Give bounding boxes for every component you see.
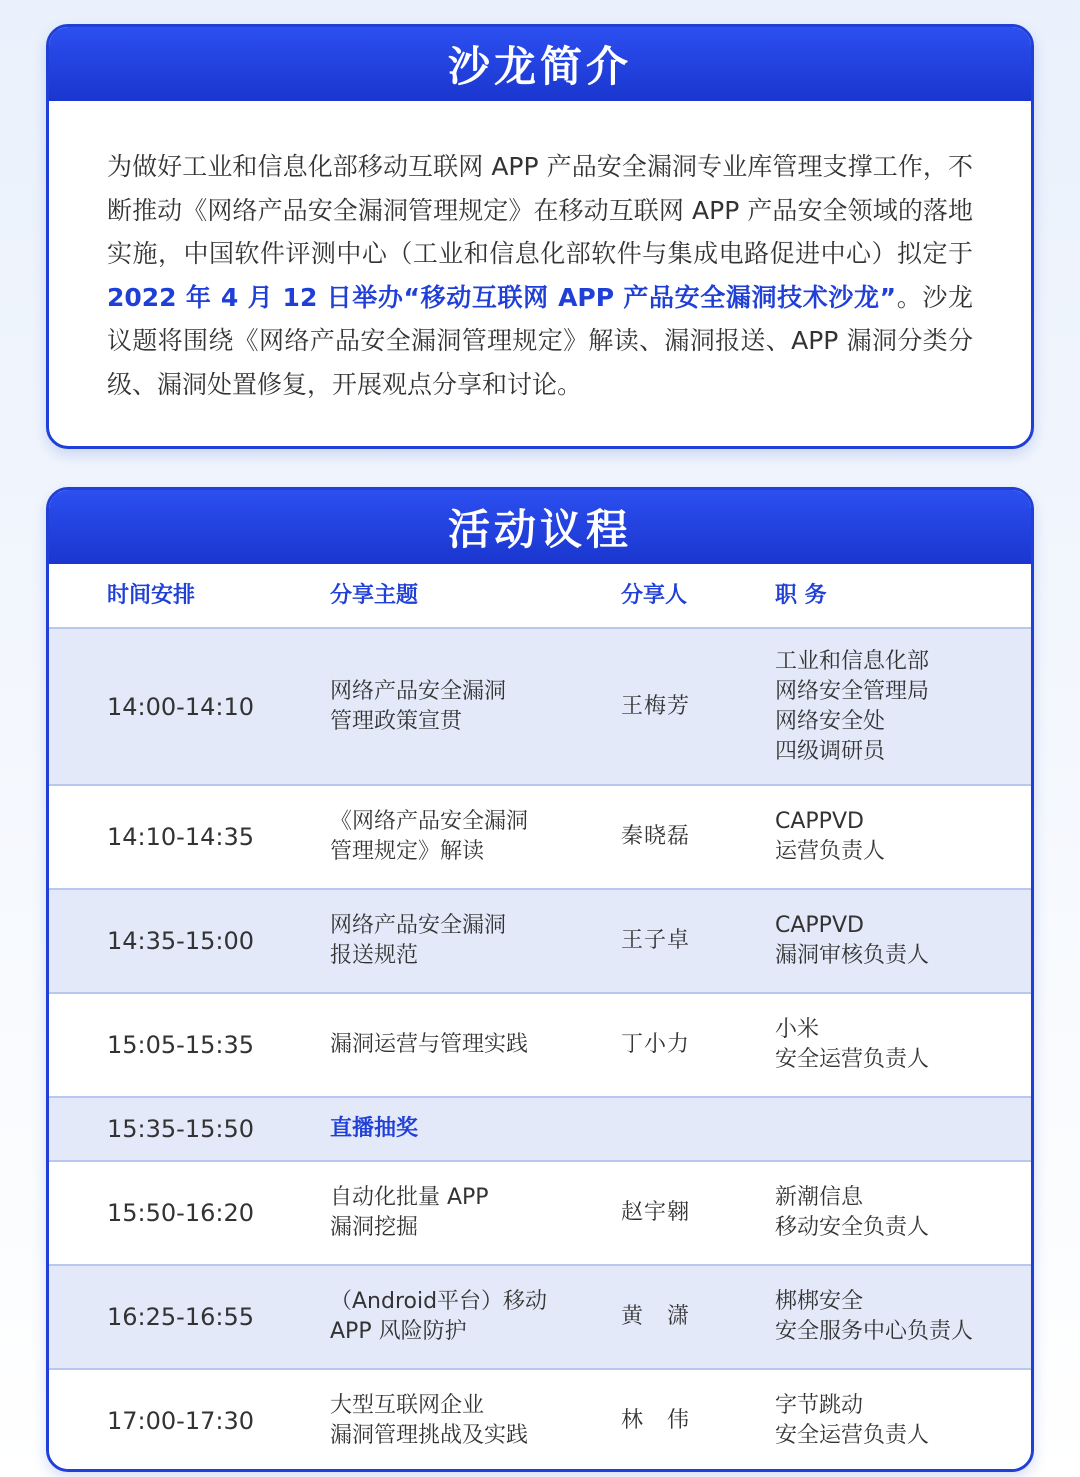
- row-speaker: 林 伟: [621, 1408, 691, 1433]
- header-time: 时间安排: [107, 583, 196, 608]
- row-role: 小米 安全运营负责人: [775, 1017, 930, 1072]
- row-topic: 直播抽奖: [330, 1116, 419, 1141]
- table-row: [49, 1266, 1031, 1370]
- row-time: 15:50-16:20: [107, 1199, 254, 1227]
- header-topic: 分享主题: [330, 583, 419, 608]
- row-time: 15:05-15:35: [107, 1031, 254, 1059]
- intro-text-before: 为做好工业和信息化部移动互联网 APP 产品安全漏洞专业库管理支撑工作，不断推动《网络产品安全漏洞管理规定》在移动互联网 APP 产品安全领域的落地实施，中国软件评测中心（工业和信息化部软件与集成电路促进中心）拟定于: [107, 152, 973, 268]
- row-time: 14:10-14:35: [107, 823, 254, 851]
- row-role: [775, 1098, 1025, 1160]
- intro-text-after: 。沙龙议题将围绕《网络产品安全漏洞管理规定》解读、漏洞报送、APP 漏洞分类分级、漏洞处置修复，开展观点分享和讨论。: [107, 282, 973, 399]
- header-speaker: 分享人: [621, 583, 688, 608]
- row-topic: 《网络产品安全漏洞 管理规定》解读: [330, 809, 529, 864]
- row-topic: 自动化批量 APP 漏洞挖掘: [330, 1185, 489, 1240]
- row-time: 17:00-17:30: [107, 1407, 254, 1435]
- table-row: [49, 1370, 1031, 1472]
- agenda-table-header: [49, 564, 1031, 629]
- intro-title: 沙龙简介: [49, 27, 1031, 101]
- row-speaker: 黄 潇: [621, 1304, 691, 1329]
- row-role: CAPPVD 漏洞审核负责人: [775, 913, 930, 968]
- row-time: 14:00-14:10: [107, 692, 254, 721]
- row-topic: 网络产品安全漏洞 报送规范: [330, 913, 507, 968]
- row-time: 14:35-15:00: [107, 927, 254, 955]
- table-row: [49, 629, 1031, 786]
- row-speaker: 王梅芳: [621, 693, 691, 719]
- row-role: 梆梆安全 安全服务中心负责人: [775, 1289, 974, 1344]
- intro-text: [49, 101, 1031, 406]
- intro-text-highlight: 2022 年 4 月 12 日举办“移动互联网 APP 产品安全漏洞技术沙龙”: [107, 282, 897, 312]
- table-row: [49, 1162, 1031, 1266]
- row-topic: 网络产品安全漏洞 管理政策宣贯: [330, 678, 507, 734]
- intro-card: [46, 24, 1034, 449]
- row-time: 15:35-15:50: [107, 1115, 254, 1143]
- table-row: [49, 890, 1031, 994]
- row-speaker: [621, 1098, 741, 1160]
- row-role: 字节跳动 安全运营负责人: [775, 1393, 930, 1448]
- row-role: 工业和信息化部 网络安全管理局 网络安全处 四级调研员: [775, 648, 930, 764]
- row-topic: 大型互联网企业 漏洞管理挑战及实践: [330, 1393, 529, 1448]
- table-row: [49, 994, 1031, 1098]
- row-time: 16:25-16:55: [107, 1303, 254, 1331]
- row-speaker: 丁小力: [621, 1032, 691, 1057]
- agenda-rows: [49, 629, 1031, 1472]
- row-topic: （Android平台）移动 APP 风险防护: [330, 1289, 548, 1344]
- header-role: 职 务: [775, 583, 827, 608]
- row-speaker: 王子卓: [621, 928, 691, 953]
- agenda-title: 活动议程: [49, 490, 1031, 564]
- table-row: [49, 786, 1031, 890]
- row-topic: 漏洞运营与管理实践: [330, 1032, 529, 1057]
- agenda-card: [46, 487, 1034, 1472]
- table-row: [49, 1098, 1031, 1162]
- row-role: CAPPVD 运营负责人: [775, 809, 886, 864]
- row-speaker: 赵宇翱: [621, 1200, 691, 1225]
- row-speaker: 秦晓磊: [621, 824, 691, 849]
- row-role: 新潮信息 移动安全负责人: [775, 1185, 930, 1240]
